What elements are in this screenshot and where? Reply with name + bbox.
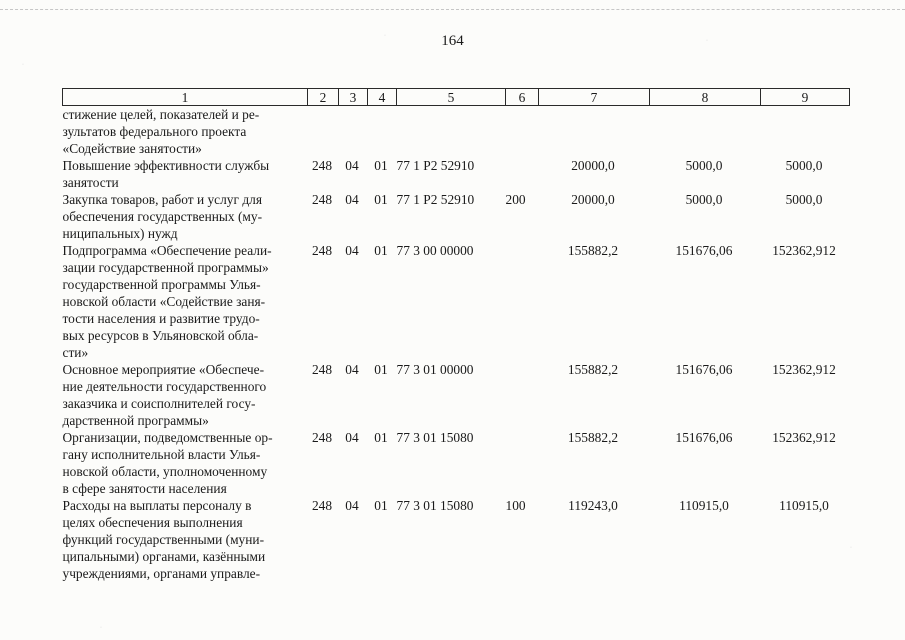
expense-type-code: 200 [505, 192, 526, 207]
amount-year-2: 151676,06 [675, 243, 733, 258]
amount-year-1: 155882,2 [567, 362, 619, 377]
expense-type-code [506, 242, 539, 361]
table-row [63, 429, 850, 497]
subsection-code: 01 [374, 498, 388, 513]
amount-year-1: 155882,2 [567, 430, 619, 445]
subsection-code: 01 [374, 158, 388, 173]
amount-year-1: 20000,0 [571, 158, 615, 173]
chief-admin-code: 248 [311, 362, 333, 377]
amount-year-3: 152362,912 [772, 430, 836, 445]
section-code: 04 [345, 430, 359, 445]
column-header: 9 [761, 89, 850, 106]
amount-year-3 [761, 106, 850, 158]
amount-year-3: 5000,0 [785, 192, 823, 207]
section-code: 04 [345, 498, 359, 513]
scan-speck: · [706, 38, 708, 44]
budget-table [62, 88, 850, 582]
section-code [339, 106, 368, 158]
row-name: Подпрограмма «Обеспечение реали- зации государственной программы» государственной программы Улья- новской области «Содействие заня- тости населения и развитие трудо- вых ресурсов в Ульяновской обла- сти» [62, 243, 272, 360]
section-code: 04 [345, 158, 359, 173]
section-code: 04 [345, 192, 359, 207]
target-item-code: 77 3 00 00000 [396, 243, 474, 258]
section-code: 04 [345, 243, 359, 258]
table-header-row [63, 89, 850, 106]
table-row [63, 106, 850, 158]
scan-edge-line [0, 9, 905, 10]
column-header: 2 [308, 89, 339, 106]
target-item-code [397, 106, 506, 158]
row-name: Закупка товаров, работ и услуг для обеспечения государственных (му- ниципальных) нужд [62, 192, 263, 241]
table-row [63, 497, 850, 582]
amount-year-1: 119243,0 [568, 498, 618, 513]
amount-year-3: 5000,0 [785, 158, 823, 173]
chief-admin-code [308, 106, 339, 158]
column-header: 4 [368, 89, 397, 106]
section-code: 04 [345, 362, 359, 377]
target-item-code: 77 1 P2 52910 [396, 158, 475, 173]
scan-speck: · [384, 33, 386, 39]
column-header: 6 [506, 89, 539, 106]
table-row [63, 242, 850, 361]
row-name: стижение целей, показателей и ре- зультатов федерального проекта «Содействие занятости» [62, 107, 260, 156]
chief-admin-code: 248 [311, 192, 333, 207]
chief-admin-code: 248 [311, 498, 333, 513]
amount-year-3: 152362,912 [772, 243, 836, 258]
amount-year-1 [539, 106, 650, 158]
amount-year-3: 152362,912 [772, 362, 836, 377]
target-item-code: 77 3 01 15080 [396, 430, 474, 445]
amount-year-2: 5000,0 [685, 192, 723, 207]
target-item-code: 77 3 01 00000 [396, 362, 474, 377]
chief-admin-code: 248 [311, 243, 333, 258]
column-header: 8 [650, 89, 761, 106]
table-row [63, 157, 850, 191]
chief-admin-code: 248 [311, 158, 333, 173]
column-header: 3 [339, 89, 368, 106]
expense-type-code [506, 429, 539, 497]
expense-type-code [506, 106, 539, 158]
target-item-code: 77 1 P2 52910 [396, 192, 475, 207]
subsection-code: 01 [374, 362, 388, 377]
table-row [63, 361, 850, 429]
expense-type-code [506, 157, 539, 191]
subsection-code: 01 [374, 192, 388, 207]
amount-year-2: 110915,0 [679, 498, 729, 513]
column-header: 5 [397, 89, 506, 106]
target-item-code: 77 3 01 15080 [396, 498, 474, 513]
row-name: Расходы на выплаты персоналу в целях обеспечения выполнения функций государственными (муни- ципальными) органами, казёнными учреждениями, органами управле- [62, 498, 266, 581]
amount-year-1: 155882,2 [567, 243, 619, 258]
column-header: 7 [539, 89, 650, 106]
subsection-code: 01 [374, 243, 388, 258]
row-name: Повышение эффективности службы занятости [62, 158, 270, 190]
row-name: Организации, подведомственные ор- гану исполнительной власти Улья- новской области, уполномоченному в сфере занятости населения [62, 430, 273, 496]
table-row [63, 191, 850, 242]
subsection-code: 01 [374, 430, 388, 445]
row-name: Основное мероприятие «Обеспече- ние деятельности государственного заказчика и соисполнителей госу- дарственной программы» [62, 362, 267, 428]
amount-year-3: 110915,0 [779, 498, 829, 513]
page-number: 164 [441, 33, 464, 49]
subsection-code [368, 106, 397, 158]
amount-year-1: 20000,0 [571, 192, 615, 207]
amount-year-2 [650, 106, 761, 158]
expense-type-code: 100 [505, 498, 526, 513]
chief-admin-code: 248 [311, 430, 333, 445]
column-header: 1 [63, 89, 308, 106]
amount-year-2: 151676,06 [675, 430, 733, 445]
amount-year-2: 5000,0 [685, 158, 723, 173]
scan-speck: · [100, 625, 102, 631]
scan-speck: · [850, 545, 852, 551]
expense-type-code [506, 361, 539, 429]
amount-year-2: 151676,06 [675, 362, 733, 377]
scan-speck: · [22, 62, 24, 68]
